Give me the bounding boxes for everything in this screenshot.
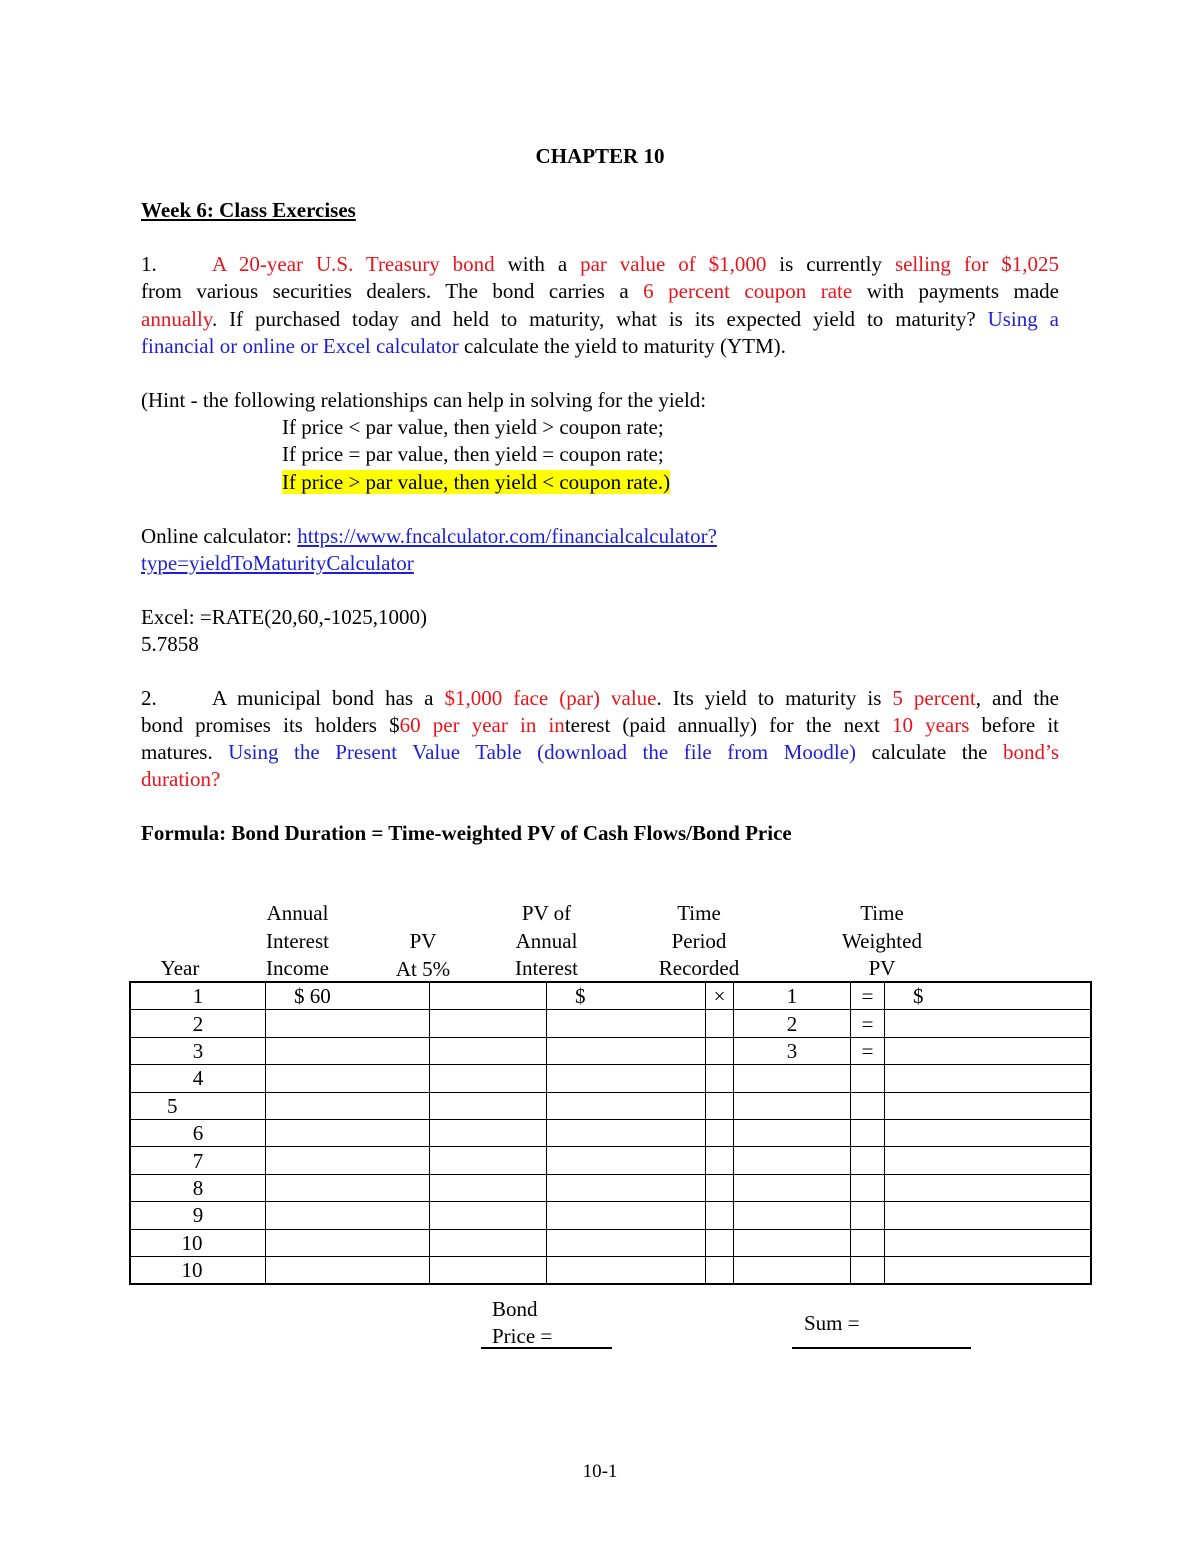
q2-line-4: duration?: [141, 767, 221, 791]
q1-hint: (Hint - the following relationships can help in solving for the yield:: [141, 388, 707, 412]
cell-time-weighted-pv: [885, 1065, 1092, 1092]
table-row: [130, 1065, 1091, 1092]
cell-pv-of-annual-interest: [547, 1229, 706, 1256]
online-calculator-link-2[interactable]: type=yieldToMaturityCalculator: [141, 551, 414, 575]
table-row: [130, 1092, 1091, 1119]
chapter-title: CHAPTER 10: [535, 144, 665, 168]
cell-equals: =: [851, 1037, 885, 1064]
q1-rule-2: If price = par value, then yield = coupon rate;: [282, 442, 664, 466]
cell-equals: [851, 1202, 885, 1229]
q1-line-2: from various securities dealers. The bond carries a 6 percent coupon rate with payments made: [141, 279, 1059, 303]
header-time-weighted-pv: Time Weighted PV: [842, 901, 922, 980]
cell-pv-at-5: [430, 1119, 547, 1146]
q1-line-1: 1. A 20-year U.S. Treasury bond with a par value of $1,000 is currently selling for $1,025: [141, 252, 1060, 276]
online-calculator-link-cont: [141, 550, 414, 577]
cell-time-period: 1: [734, 982, 851, 1010]
q2-line-1: 2. A municipal bond has a $1,000 face (par) value. Its yield to maturity is 5 percent, and the: [141, 686, 1059, 710]
q1-rule-1: If price < par value, then yield > coupon rate;: [282, 415, 664, 439]
cell-time-weighted-pv: [885, 1037, 1092, 1064]
cell-annual-interest-income: [266, 1202, 430, 1229]
q1-line-3: annually. If purchased today and held to maturity, what is its expected yield to maturity? Using a: [141, 307, 1059, 331]
cell-multiply: [706, 1147, 734, 1174]
cell-time-period: 2: [734, 1010, 851, 1037]
cell-time-period: [734, 1119, 851, 1146]
cell-pv-of-annual-interest: $: [547, 982, 706, 1010]
cell-annual-interest-income: [266, 1065, 430, 1092]
cell-equals: [851, 1147, 885, 1174]
cell-annual-interest-income: [266, 1037, 430, 1064]
q1-rule-3: [282, 469, 670, 496]
cell-pv-at-5: [430, 1065, 547, 1092]
cell-pv-of-annual-interest: [547, 1256, 706, 1284]
header-time-period-recorded: Time Period Recorded: [658, 901, 740, 980]
cell-pv-of-annual-interest: [547, 1065, 706, 1092]
cell-time-weighted-pv: [885, 1174, 1092, 1201]
cell-equals: [851, 1065, 885, 1092]
q1-number: 1.: [141, 252, 157, 276]
cell-equals: [851, 1229, 885, 1256]
cell-year: 2: [130, 1010, 266, 1037]
cell-multiply: [706, 1037, 734, 1064]
cell-multiply: ×: [706, 982, 734, 1010]
cell-pv-at-5: [430, 1202, 547, 1229]
cell-year: 1: [130, 982, 266, 1010]
formula-heading: Formula: Bond Duration = Time-weighted PV of Cash Flows/Bond Price: [141, 821, 792, 845]
cell-time-period: [734, 1147, 851, 1174]
cell-annual-interest-income: [266, 1119, 430, 1146]
cell-pv-at-5: [430, 1229, 547, 1256]
cell-annual-interest-income: [266, 1229, 430, 1256]
table-row: [130, 1174, 1091, 1201]
cell-year: 5: [130, 1092, 266, 1119]
cell-year: 3: [130, 1037, 266, 1064]
header-annual-interest-income: Annual Interest Income: [266, 901, 329, 980]
excel-result: 5.7858: [141, 632, 199, 656]
cell-time-period: [734, 1202, 851, 1229]
cell-pv-at-5: [430, 1037, 547, 1064]
table-row: [130, 1147, 1091, 1174]
q2-number: 2.: [141, 686, 157, 710]
table-row: [130, 982, 1091, 1010]
online-calculator-line: Online calculator: https://www.fncalculator.com/financialcalculator?: [141, 524, 717, 548]
highlighted-rule: If price > par value, then yield < coupon rate.): [282, 470, 671, 494]
cell-equals: [851, 1092, 885, 1119]
cell-pv-at-5: [430, 982, 547, 1010]
cell-pv-of-annual-interest: [547, 1119, 706, 1146]
cell-pv-of-annual-interest: [547, 1092, 706, 1119]
cell-multiply: [706, 1010, 734, 1037]
cell-pv-of-annual-interest: [547, 1037, 706, 1064]
cell-pv-of-annual-interest: [547, 1174, 706, 1201]
cell-annual-interest-income: [266, 1256, 430, 1284]
week-title: Week 6: Class Exercises: [141, 198, 356, 222]
cell-multiply: [706, 1202, 734, 1229]
header-pv-at-5: PV At 5%: [395, 929, 451, 981]
cell-time-weighted-pv: [885, 1119, 1092, 1146]
table-row: [130, 1119, 1091, 1146]
cell-time-period: 3: [734, 1037, 851, 1064]
q1-line-4: financial or online or Excel calculator calculate the yield to maturity (YTM).: [141, 334, 786, 358]
cell-multiply: [706, 1092, 734, 1119]
cell-time-period: [734, 1229, 851, 1256]
cell-time-weighted-pv: [885, 1256, 1092, 1284]
q2-line-3: matures. Using the Present Value Table (download the file from Moodle) calculate the bond’s: [141, 740, 1060, 764]
cell-time-weighted-pv: [885, 1092, 1092, 1119]
cell-time-weighted-pv: [885, 1229, 1092, 1256]
bond-price-label: Bond Price =: [492, 1297, 553, 1348]
cell-year: 9: [130, 1202, 266, 1229]
cell-time-weighted-pv: [885, 1010, 1092, 1037]
cell-time-weighted-pv: [885, 1202, 1092, 1229]
cell-multiply: [706, 1065, 734, 1092]
cell-year: 10: [130, 1229, 266, 1256]
cell-pv-of-annual-interest: [547, 1202, 706, 1229]
header-year: Year: [160, 956, 200, 980]
excel-formula: Excel: =RATE(20,60,-1025,1000): [141, 605, 427, 629]
bond-price-underline: [481, 1347, 612, 1349]
cell-time-weighted-pv: [885, 1147, 1092, 1174]
online-calculator-link[interactable]: https://www.fncalculator.com/financialcalculator?: [297, 524, 717, 548]
cell-pv-at-5: [430, 1174, 547, 1201]
header-pv-of-annual-interest: PV of Annual Interest: [515, 901, 578, 980]
q2-line-2: bond promises its holders $60 per year in interest (paid annually) for the next 10 years before it: [141, 713, 1060, 737]
cell-pv-of-annual-interest: [547, 1147, 706, 1174]
cell-annual-interest-income: [266, 1010, 430, 1037]
cell-annual-interest-income: [266, 1147, 430, 1174]
sum-underline: [792, 1347, 971, 1349]
cell-pv-at-5: [430, 1256, 547, 1284]
table-row: [130, 1037, 1091, 1064]
cell-equals: [851, 1119, 885, 1146]
cell-year: 8: [130, 1174, 266, 1201]
cell-time-weighted-pv: $: [885, 982, 1092, 1010]
table-row: [130, 1256, 1091, 1284]
cell-equals: [851, 1256, 885, 1284]
cell-multiply: [706, 1256, 734, 1284]
cell-multiply: [706, 1229, 734, 1256]
table-row: [130, 1010, 1091, 1037]
cell-pv-at-5: [430, 1092, 547, 1119]
duration-table-body: [130, 982, 1091, 1284]
cell-multiply: [706, 1174, 734, 1201]
cell-multiply: [706, 1119, 734, 1146]
duration-table: [129, 981, 1092, 1285]
cell-pv-at-5: [430, 1147, 547, 1174]
cell-annual-interest-income: [266, 1174, 430, 1201]
cell-pv-of-annual-interest: [547, 1010, 706, 1037]
cell-year: 10: [130, 1256, 266, 1284]
sum-label: Sum =: [804, 1311, 860, 1335]
cell-year: 7: [130, 1147, 266, 1174]
cell-pv-at-5: [430, 1010, 547, 1037]
page-number: 10-1: [582, 1461, 618, 1482]
cell-year: 6: [130, 1119, 266, 1146]
table-row: [130, 1229, 1091, 1256]
cell-equals: =: [851, 982, 885, 1010]
cell-equals: [851, 1174, 885, 1201]
cell-time-period: [734, 1174, 851, 1201]
table-row: [130, 1202, 1091, 1229]
cell-annual-interest-income: $ 60: [266, 982, 430, 1010]
cell-time-period: [734, 1092, 851, 1119]
cell-annual-interest-income: [266, 1092, 430, 1119]
cell-time-period: [734, 1065, 851, 1092]
cell-year: 4: [130, 1065, 266, 1092]
cell-time-period: [734, 1256, 851, 1284]
cell-equals: =: [851, 1010, 885, 1037]
